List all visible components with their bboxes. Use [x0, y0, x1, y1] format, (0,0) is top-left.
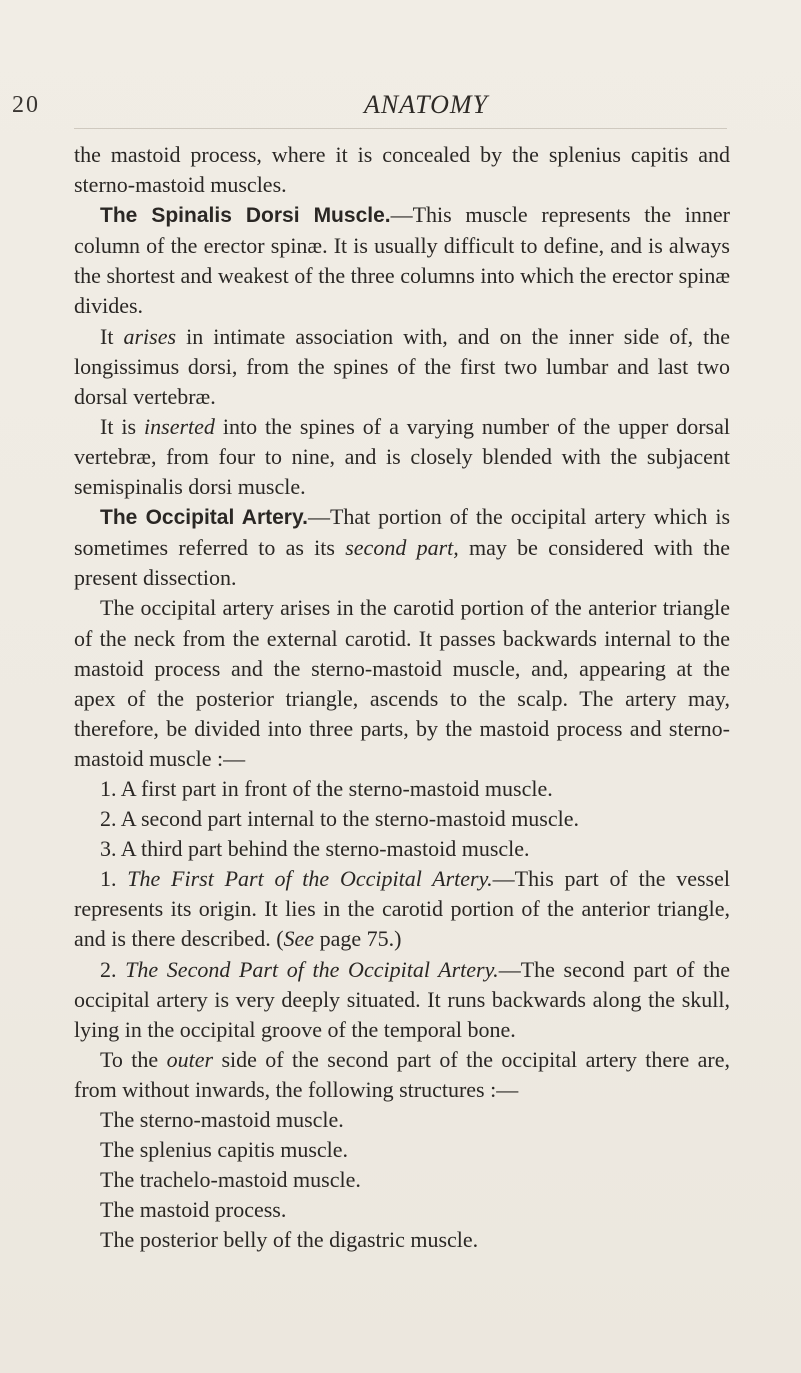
paragraph-text: —The second part of the occipital artery is very deeply situated. It runs backwards along the skull, lying in the occipital groove of the temporal bone. [74, 956, 731, 1042]
paragraph-occipital-artery [74, 502, 730, 593]
list-item-part-3: 3. A third part behind the sterno-mastoid muscle. [100, 836, 530, 862]
paragraph-spinalis-dorsi [74, 200, 730, 321]
body-text [74, 140, 730, 1255]
paragraph-second-part [74, 955, 730, 1045]
emphasis-see: See [283, 926, 315, 952]
list-item-part-2: 2. A second part internal to the sterno-mastoid muscle. [100, 806, 580, 832]
subsection-number: 2. [100, 956, 126, 982]
structure-item: The posterior belly of the digastric muscle. [100, 1227, 479, 1253]
emphasis-inserted: inserted [144, 413, 215, 439]
paragraph-arises [74, 322, 730, 412]
emphasis-outer: outer [166, 1046, 214, 1072]
structure-item: The trachelo-mastoid muscle. [100, 1167, 361, 1193]
paragraph-text: page 75.) [314, 926, 402, 952]
paragraph-text: —This muscle represents the inner column of the erector spinæ. It is usually difficult to define, and is always the shortest and weakest of the three columns into which the erector spinæ divides. [74, 202, 730, 319]
paragraph-text: the mastoid process, where it is concealed by the splenius capitis and sterno-mastoid muscles. [74, 142, 730, 198]
paragraph-first-part [74, 864, 730, 954]
section-heading-spinalis-dorsi: The Spinalis Dorsi Muscle. [100, 204, 391, 228]
emphasis-second-part: second part, [345, 535, 459, 561]
running-head [0, 84, 801, 124]
paragraph-text: To the [100, 1046, 167, 1072]
paragraph-text: into the spines of a varying number of the upper dorsal vertebræ, from four to nine, and is closely blended with the subjacent semispinalis dorsi muscle. [74, 413, 730, 500]
page-number: 20 [12, 92, 40, 118]
structure-item: The splenius capitis muscle. [100, 1137, 349, 1163]
paragraph-text: It [100, 323, 124, 349]
subsection-title-second-part: The Second Part of the Occipital Artery. [125, 956, 499, 982]
list-item-part-1: 1. A first part in front of the sterno-mastoid muscle. [100, 775, 553, 801]
paragraph-continuation [74, 140, 730, 200]
paragraph-text: The occipital artery arises in the carotid portion of the anterior triangle of the neck from the external carotid. It passes backwards internal to the mastoid process and the sterno-mastoid muscle, and, appearing at the apex of the posterior triangle, ascends to the scalp. The artery may, therefore, be divided into three parts, by the mastoid process and sterno-mastoid muscle :— [74, 595, 730, 771]
paragraph-text: in intimate association with, and on the inner side of, the longissimus dorsi, from the spines of the first two lumbar and last two dorsal vertebræ. [74, 323, 730, 409]
paragraph-text: —That portion of the occipital artery which is sometimes referred to as its [74, 504, 731, 561]
paragraph-artery-course [74, 593, 730, 774]
subsection-number: 1. [100, 866, 128, 892]
paragraph-outer-side [74, 1045, 730, 1105]
paragraph-text: side of the second part of the occipital artery there are, from without inwards, the following structures :— [74, 1046, 731, 1102]
paragraph-text: —This part of the vessel represents its origin. It lies in the carotid portion of the anterior triangle, and is there described. ( [74, 866, 730, 952]
structure-item: The mastoid process. [100, 1197, 287, 1223]
subsection-title-first-part: The First Part of the Occipital Artery. [127, 866, 493, 892]
structure-item: The sterno-mastoid muscle. [100, 1107, 344, 1132]
paragraph-inserted [74, 412, 730, 502]
header-rule [74, 128, 727, 129]
paragraph-text: It is [100, 413, 145, 439]
running-title: ANATOMY [364, 90, 489, 119]
paragraph-text: may be considered with the present dissection. [74, 535, 730, 591]
emphasis-arises: arises [123, 323, 177, 349]
section-heading-occipital-artery: The Occipital Artery. [100, 506, 308, 530]
